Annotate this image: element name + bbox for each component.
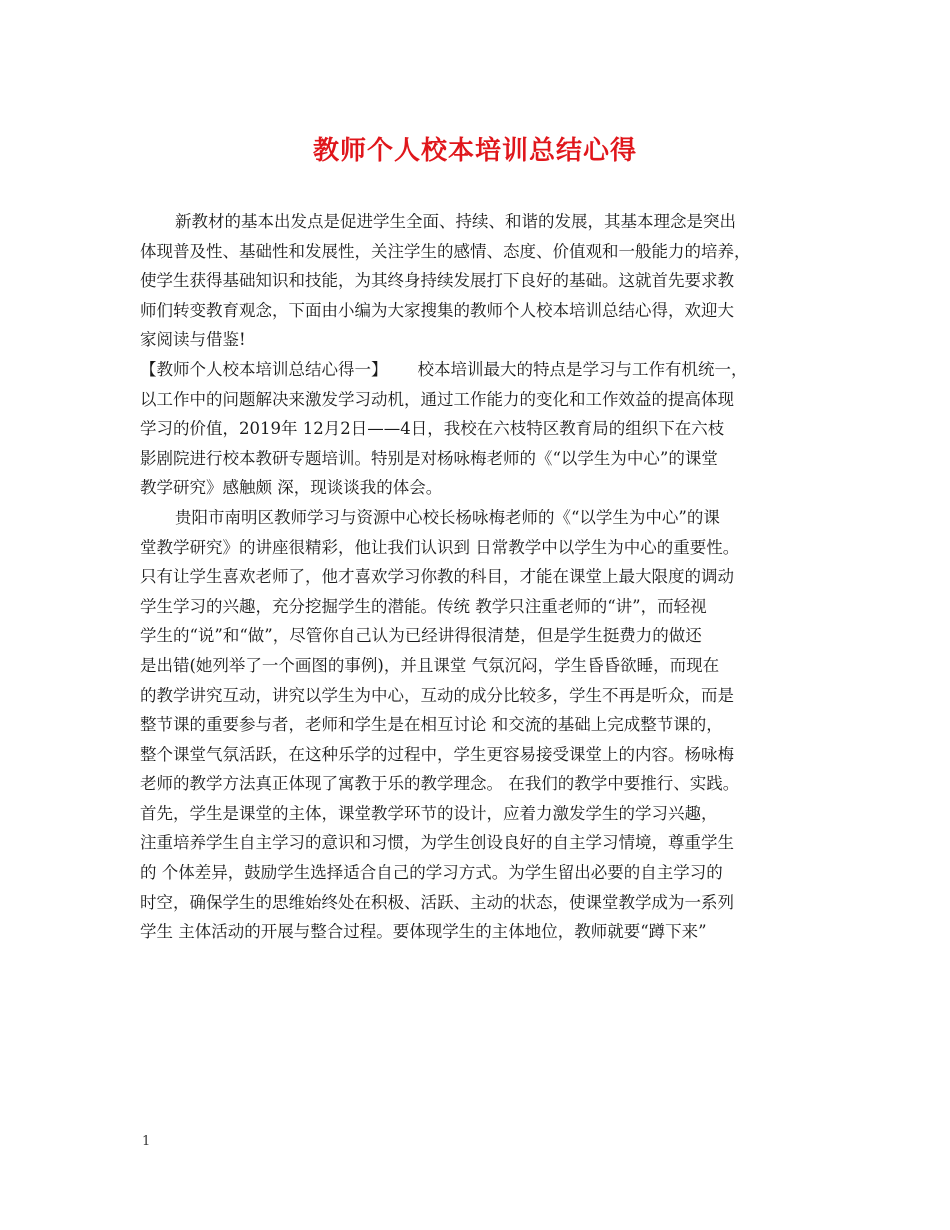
- body-line: 学习的价值，2019年 12月2日——4日，我校在六枝特区教育局的组织下在六枝: [140, 419, 725, 439]
- body-line: 整节课的重要参与者，老师和学生是在相互讨论 和交流的基础上完成整节课的，: [140, 715, 723, 735]
- body-line: 老师的教学方法真正体现了寓教于乐的教学理念。 在我们的教学中要推行、实践。: [140, 774, 740, 794]
- body-line: 体现普及性、基础性和发展性，关注学生的感情、态度、价值观和一般能力的培养，: [140, 241, 751, 261]
- body-line: 的教学讲究互动，讲究以学生为中心，互动的成分比较多，学生不再是听众，而是: [140, 685, 734, 705]
- body-line: 教学研究》感触颇 深，现谈谈我的体会。: [140, 478, 443, 498]
- body-line: 家阅读与借鉴!: [140, 330, 246, 350]
- body-line: 新教材的基本出发点是促进学生全面、持续、和谐的发展，其基本理念是突出: [175, 212, 736, 231]
- body-line: 学生的“说”和“做”，尽管你自己认为已经讲得很清楚，但是学生挺费力的做还: [140, 626, 702, 646]
- body-line: 学生学习的兴趣，充分挖掘学生的潜能。传统 教学只注重老师的“讲”，而轻视: [140, 596, 707, 616]
- body-line: 堂教学研究》的讲座很精彩，他让我们认识到 日常教学中以学生为中心的重要性。: [140, 537, 740, 557]
- body-line: 影剧院进行校本教研专题培训。特别是对杨咏梅老师的《“以学生为中心”的课堂: [140, 448, 718, 468]
- document-title: 教师个人校本培训总结心得: [312, 136, 637, 166]
- page-number: 1: [142, 1134, 151, 1149]
- body-line: 注重培养学生自主学习的意识和习惯，为学生创设良好的自主学习情境，尊重学生: [140, 833, 734, 853]
- body-line: 学生 主体活动的开展与整合过程。要体现学生的主体地位，教师就要“蹲下来”: [140, 922, 707, 942]
- body-line: 是出错(她列举了一个画图的事例)，并且课堂 气氛沉闷，学生昏昏欲睡，而现在: [140, 655, 720, 675]
- body-line: 时空，确保学生的思维始终处在积极、活跃、主动的状态，使课堂教学成为一系列: [140, 892, 734, 912]
- body-line: 使学生获得基础知识和技能，为其终身持续发展打下良好的基础。这就首先要求教: [140, 271, 734, 291]
- body-line: 只有让学生喜欢老师了，他才喜欢学习你教的科目，才能在课堂上最大限度的调动: [140, 567, 734, 587]
- body-line: 首先，学生是课堂的主体，课堂教学环节的设计，应着力激发学生的学习兴趣，: [140, 803, 718, 823]
- body-line: 师们转变教育观念，下面由小编为大家搜集的教师个人校本培训总结心得，欢迎大: [140, 300, 734, 320]
- section-heading-line: 【教师个人校本培训总结心得一】 校本培训最大的特点是学习与工作有机统一，: [140, 359, 748, 379]
- document-body: [140, 207, 815, 947]
- body-line: 整个课堂气氛活跃，在这种乐学的过程中，学生更容易接受课堂上的内容。杨咏梅: [140, 744, 734, 764]
- body-line: 的 个体差异，鼓励学生选择适合自己的学习方式。为学生留出必要的自主学习的: [140, 863, 723, 883]
- body-line: 贵阳市南明区教师学习与资源中心校长杨咏梅老师的《“以学生为中心”的课: [175, 507, 720, 527]
- body-line: 以工作中的问题解决来激发学习动机，通过工作能力的变化和工作效益的提高体现: [140, 389, 734, 409]
